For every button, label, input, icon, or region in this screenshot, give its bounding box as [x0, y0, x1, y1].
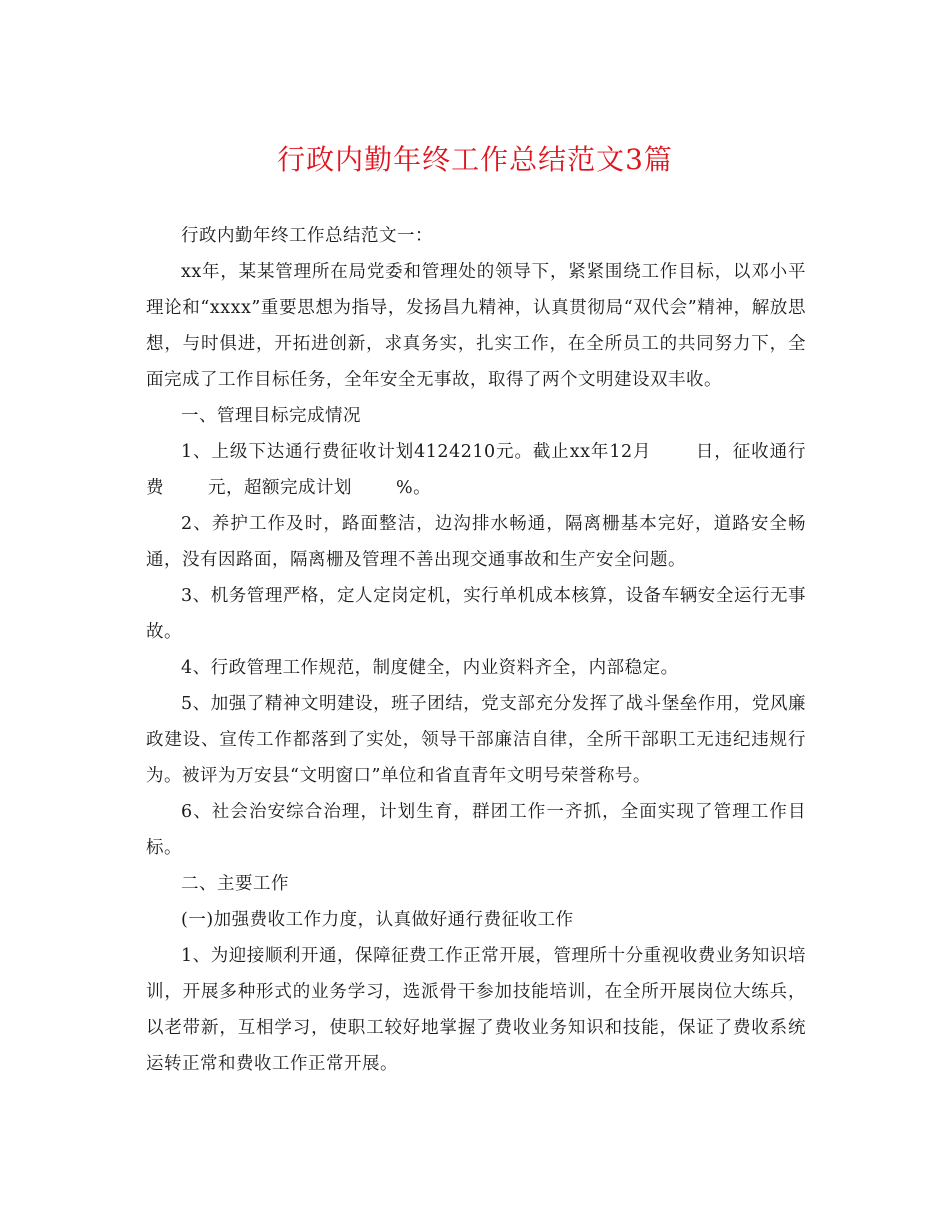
intro-paragraph: 行政内勤年终工作总结范文一：: [181, 226, 433, 246]
item-2-paragraph: 2、养护工作及时，路面整洁，边沟排水畅通，隔离栅基本完好，道路安全畅通，没有因路面，隔离栅及管理不善出现交通事故和生产安全问题。: [146, 514, 806, 570]
item-1-text-a: 1、上级下达通行费征收计划4124210元。截止xx年12月: [181, 442, 652, 462]
summary-paragraph: xx年，某某管理所在局党委和管理处的领导下，紧紧围绕工作目标，以邓小平理论和“xxxx”重要思想为指导，发扬昌九精神，认真贯彻局“双代会”精神，解放思想，与时俱进，开拓进创新，求真务实，扎实工作，在全所员工的共同努力下，全面完成了工作目标任务，全年安全无事故，取得了两个文明建设双丰收。: [146, 262, 806, 390]
item-7-paragraph: 1、为迎接顺利开通，保障征费工作正常开展，管理所十分重视收费业务知识培训，开展多种形式的业务学习，选派骨干参加技能培训，在全所开展岗位大练兵，以老带新，互相学习，使职工较好地掌握了费收业务知识和技能，保证了费收系统运转正常和费收工作正常开展。: [146, 946, 806, 1074]
item-5-paragraph: 5、加强了精神文明建设，班子团结，党支部充分发挥了战斗堡垒作用，党风廉政建设、宣传工作都落到了实处，领导干部廉洁自律，全所干部职工无违纪违规行为。被评为万安县“文明窗口”单位和省直青年文明号荣誉称号。: [146, 694, 806, 786]
section-heading-2: 二、主要工作: [181, 874, 289, 894]
item-6-paragraph: 6、社会治安综合治理，计划生育，群团工作一齐抓，全面实现了管理工作目标。: [146, 802, 806, 858]
item-1-paragraph: [146, 434, 806, 506]
item-1-text-c: 元，超额完成计划: [208, 478, 352, 498]
subheading-1: (一)加强费收工作力度，认真做好通行费征收工作: [181, 910, 574, 930]
item-4-paragraph: 4、行政管理工作规范，制度健全，内业资料齐全，内部稳定。: [181, 658, 679, 678]
item-3-paragraph: 3、机务管理严格，定人定岗定机，实行单机成本核算，设备车辆安全运行无事故。: [146, 586, 806, 642]
item-1-text-b: 日，征收通行费: [146, 442, 807, 498]
document-body: [146, 218, 806, 1082]
document-title: 行政内勤年终工作总结范文3篇: [277, 143, 673, 176]
item-1-text-d: %。: [396, 478, 432, 498]
section-heading-1: 一、管理目标完成情况: [181, 406, 361, 426]
